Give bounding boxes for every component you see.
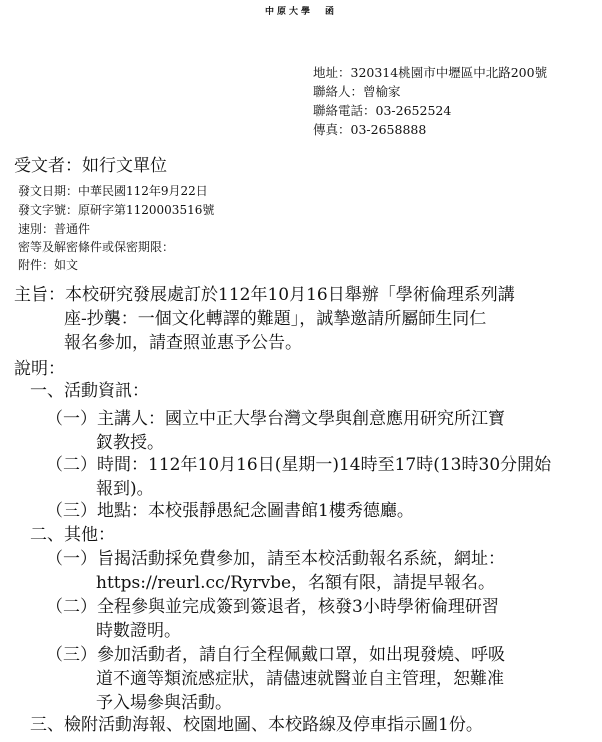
subject-line: 報名參加，請查照並惠予公告。	[64, 333, 302, 353]
list-item: https://reurl.cc/Ryrvbe，名額有限，請提早報名。	[96, 573, 496, 593]
list-item: 道不適等類流感症狀，請儘速就醫並自主管理，恕難准	[96, 669, 504, 689]
subject-line: 主旨：本校研究發展處訂於112年10月16日舉辦「學術倫理系列講	[14, 285, 515, 305]
send-date: 發文日期：中華民國112年9月22日	[18, 184, 208, 198]
list-item: 時數證明。	[96, 621, 181, 641]
section-heading: 一、活動資訊：	[30, 381, 149, 401]
security-level: 密等及解密條件或保密期限：	[18, 240, 175, 254]
list-item: （三）地點：本校張靜愚紀念圖書館1樓秀德廳。	[46, 501, 414, 521]
list-item: （二）全程參與並完成簽到簽退者，核發3小時學術倫理研習	[46, 597, 499, 617]
section-heading: 三、檢附活動海報、校園地圖、本校路線及停車指示圖1份。	[30, 715, 483, 735]
list-item: （一）旨揭活動採免費參加，請至本校活動報名系統，網址：	[46, 549, 505, 569]
explanation-label: 說明：	[14, 359, 65, 379]
list-item: 釵教授。	[96, 433, 164, 453]
document-title: 中原大學 函	[264, 7, 337, 17]
section-heading: 二、其他：	[30, 525, 115, 545]
list-item: （二）時間：112年10月16日(星期一)14時至17時(13時30分開始	[46, 455, 552, 475]
fax: 傳真：03-2658888	[313, 122, 427, 137]
list-item: 報到)。	[96, 479, 154, 499]
phone: 聯絡電話：03-2652524	[313, 103, 452, 118]
speed: 速別：普通件	[18, 222, 91, 236]
list-item: （一）主講人：國立中正大學台灣文學與創意應用研究所江寶	[46, 409, 505, 429]
doc-number: 發文字號：原研字第1120003516號	[18, 203, 215, 217]
attachment: 附件：如文	[18, 258, 79, 272]
list-item: 予入場參與活動。	[96, 693, 232, 713]
recipient: 受文者：如行文單位	[14, 156, 167, 176]
address: 地址：320314桃園市中壢區中北路200號	[313, 65, 548, 80]
subject-line: 座-抄襲：一個文化轉譯的難題」，誠摯邀請所屬師生同仁	[64, 309, 487, 329]
contact-person: 聯絡人：曾榆家	[313, 84, 401, 99]
list-item: （三）參加活動者，請自行全程佩戴口罩，如出現發燒、呼吸	[46, 645, 505, 665]
